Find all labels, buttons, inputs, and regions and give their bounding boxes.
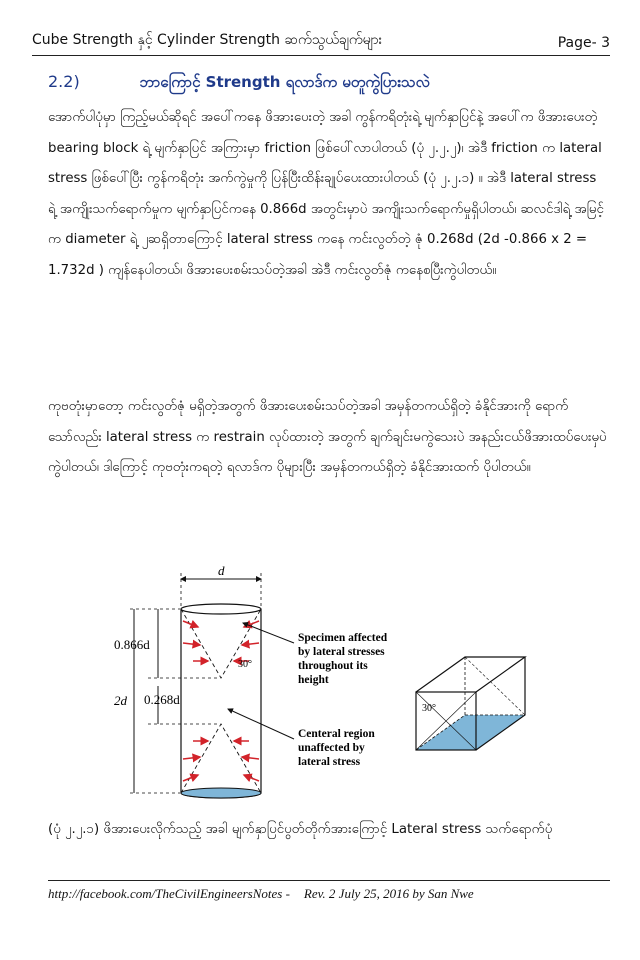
section-number: 2.2) xyxy=(48,72,80,91)
cylinder-top xyxy=(181,604,261,614)
svg-text:lateral stress: lateral stress xyxy=(298,756,361,768)
svg-text:throughout its: throughout its xyxy=(298,660,368,672)
figure-caption: (ပုံ ၂.၂.၁) ဖိအားပေးလိုက်သည့် အခါ မျက်နှာပြင်ပွတ်တိုက်အားကြောင့် Lateral stress သက်ရောက်ပုံ xyxy=(48,822,553,837)
figure-lateral-stress xyxy=(68,561,558,809)
cylinder-bottom-fill xyxy=(181,788,261,798)
page-number: Page- 3 xyxy=(557,35,610,51)
svg-text:height: height xyxy=(298,674,329,686)
page-footer xyxy=(48,880,610,902)
section-title: ဘာကြောင့် Strength ရလာဒ်က မတူကွဲပြားသလဲ xyxy=(139,73,430,91)
paragraph-2: ကုဗတုံးမှာတော့ ကင်းလွတ်ဇုံ မရှိတဲ့အတွက် ဖိအားပေးစမ်းသပ်တဲ့အခါ အမှန်တကယ်ရှိတဲ့ ခံနိုင်အားကို ရောက်သော်လည်း lateral stress က restrain လုပ်ထားတဲ့ အတွက် ချက်ချင်းမကွဲသေးပဲ အနည်းငယ်ဖိအားထပ်ပေးမှပဲ ကွဲပါတယ်၊ ဒါကြောင့် ကုဗတုံးကရတဲ့ ရလာဒ်က ပိုများပြီး အမှန်တကယ်ရှိတဲ့ ခံနိုင်အားထက် ပိုပါတယ်။ xyxy=(48,399,607,475)
figure-diagram xyxy=(68,561,558,809)
section-heading xyxy=(48,72,606,95)
svg-text:by lateral stresses: by lateral stresses xyxy=(298,646,385,658)
paragraph-1: အောက်ပါပုံမှာ ကြည့်မယ်ဆိုရင် အပေါ်ကနေ ဖိအားပေးတဲ့ အခါ ကွန်ကရိတုံးရဲ့ မျက်နှာပြင်နဲ့ အပေါ်က ဖိအားပေးတဲ့ bearing block ရဲ့ မျက်နှာပြင် အကြားမှာ friction ဖြစ်ပေါ်လာပါတယ် (ပုံ ၂.၂.၂)၊ အဲဒီ friction က lateral stress ဖြစ်ပေါ်ပြီး ကွန်ကရိတုံး အက်ကွဲမှုကို ပြန်ပြီးထိန်းချုပ်ပေးထားပါတယ် (ပုံ ၂.၂.၁) ။ အဲဒီ lateral stress ရဲ့ အကျိုးသက်ရောက်မှုက မျက်နှာပြင်ကနေ 0.866d အတွင်းမှာပဲ အကျိုးသက်ရောက်မှုရှိပါတယ်၊ ဆလင်ဒါရဲ့ အမြင့်က diameter ရဲ့ ၂ဆရှိတာကြောင့် lateral stress ကနေ ကင်းလွတ်တဲ့ ဇုံ 0.268d (2d -0.866 x 2 = 1.732d ) ကျန်နေပါတယ်၊ ဖိအားပေးစမ်းသပ်တဲ့အခါ အဲဒီ ကင်းလွတ်ဇုံ ကနေစပြီးကွဲပါတယ်။ xyxy=(48,110,604,278)
svg-text:Centeral region: Centeral region xyxy=(298,728,375,740)
label-0268d: 0.268d xyxy=(144,692,180,707)
svg-text:30°: 30° xyxy=(422,703,436,714)
svg-text:unaffected by: unaffected by xyxy=(298,742,365,754)
label-0866d: 0.866d xyxy=(114,637,150,652)
label-2d: 2d xyxy=(114,693,127,708)
footer-url[interactable]: http://facebook.com/TheCivilEngineersNotes - xyxy=(48,886,290,901)
footer-revision: Rev. 2 July 25, 2016 by San Nwe xyxy=(303,886,474,901)
svg-text:Specimen affected: Specimen affected xyxy=(298,632,388,644)
label-d: d xyxy=(218,563,225,578)
header-title: Cube Strength နှင့် Cylinder Strength ဆက်သွယ်ချက်များ xyxy=(32,32,383,48)
label-30-left: 30° xyxy=(238,659,252,670)
page-header xyxy=(32,28,610,56)
